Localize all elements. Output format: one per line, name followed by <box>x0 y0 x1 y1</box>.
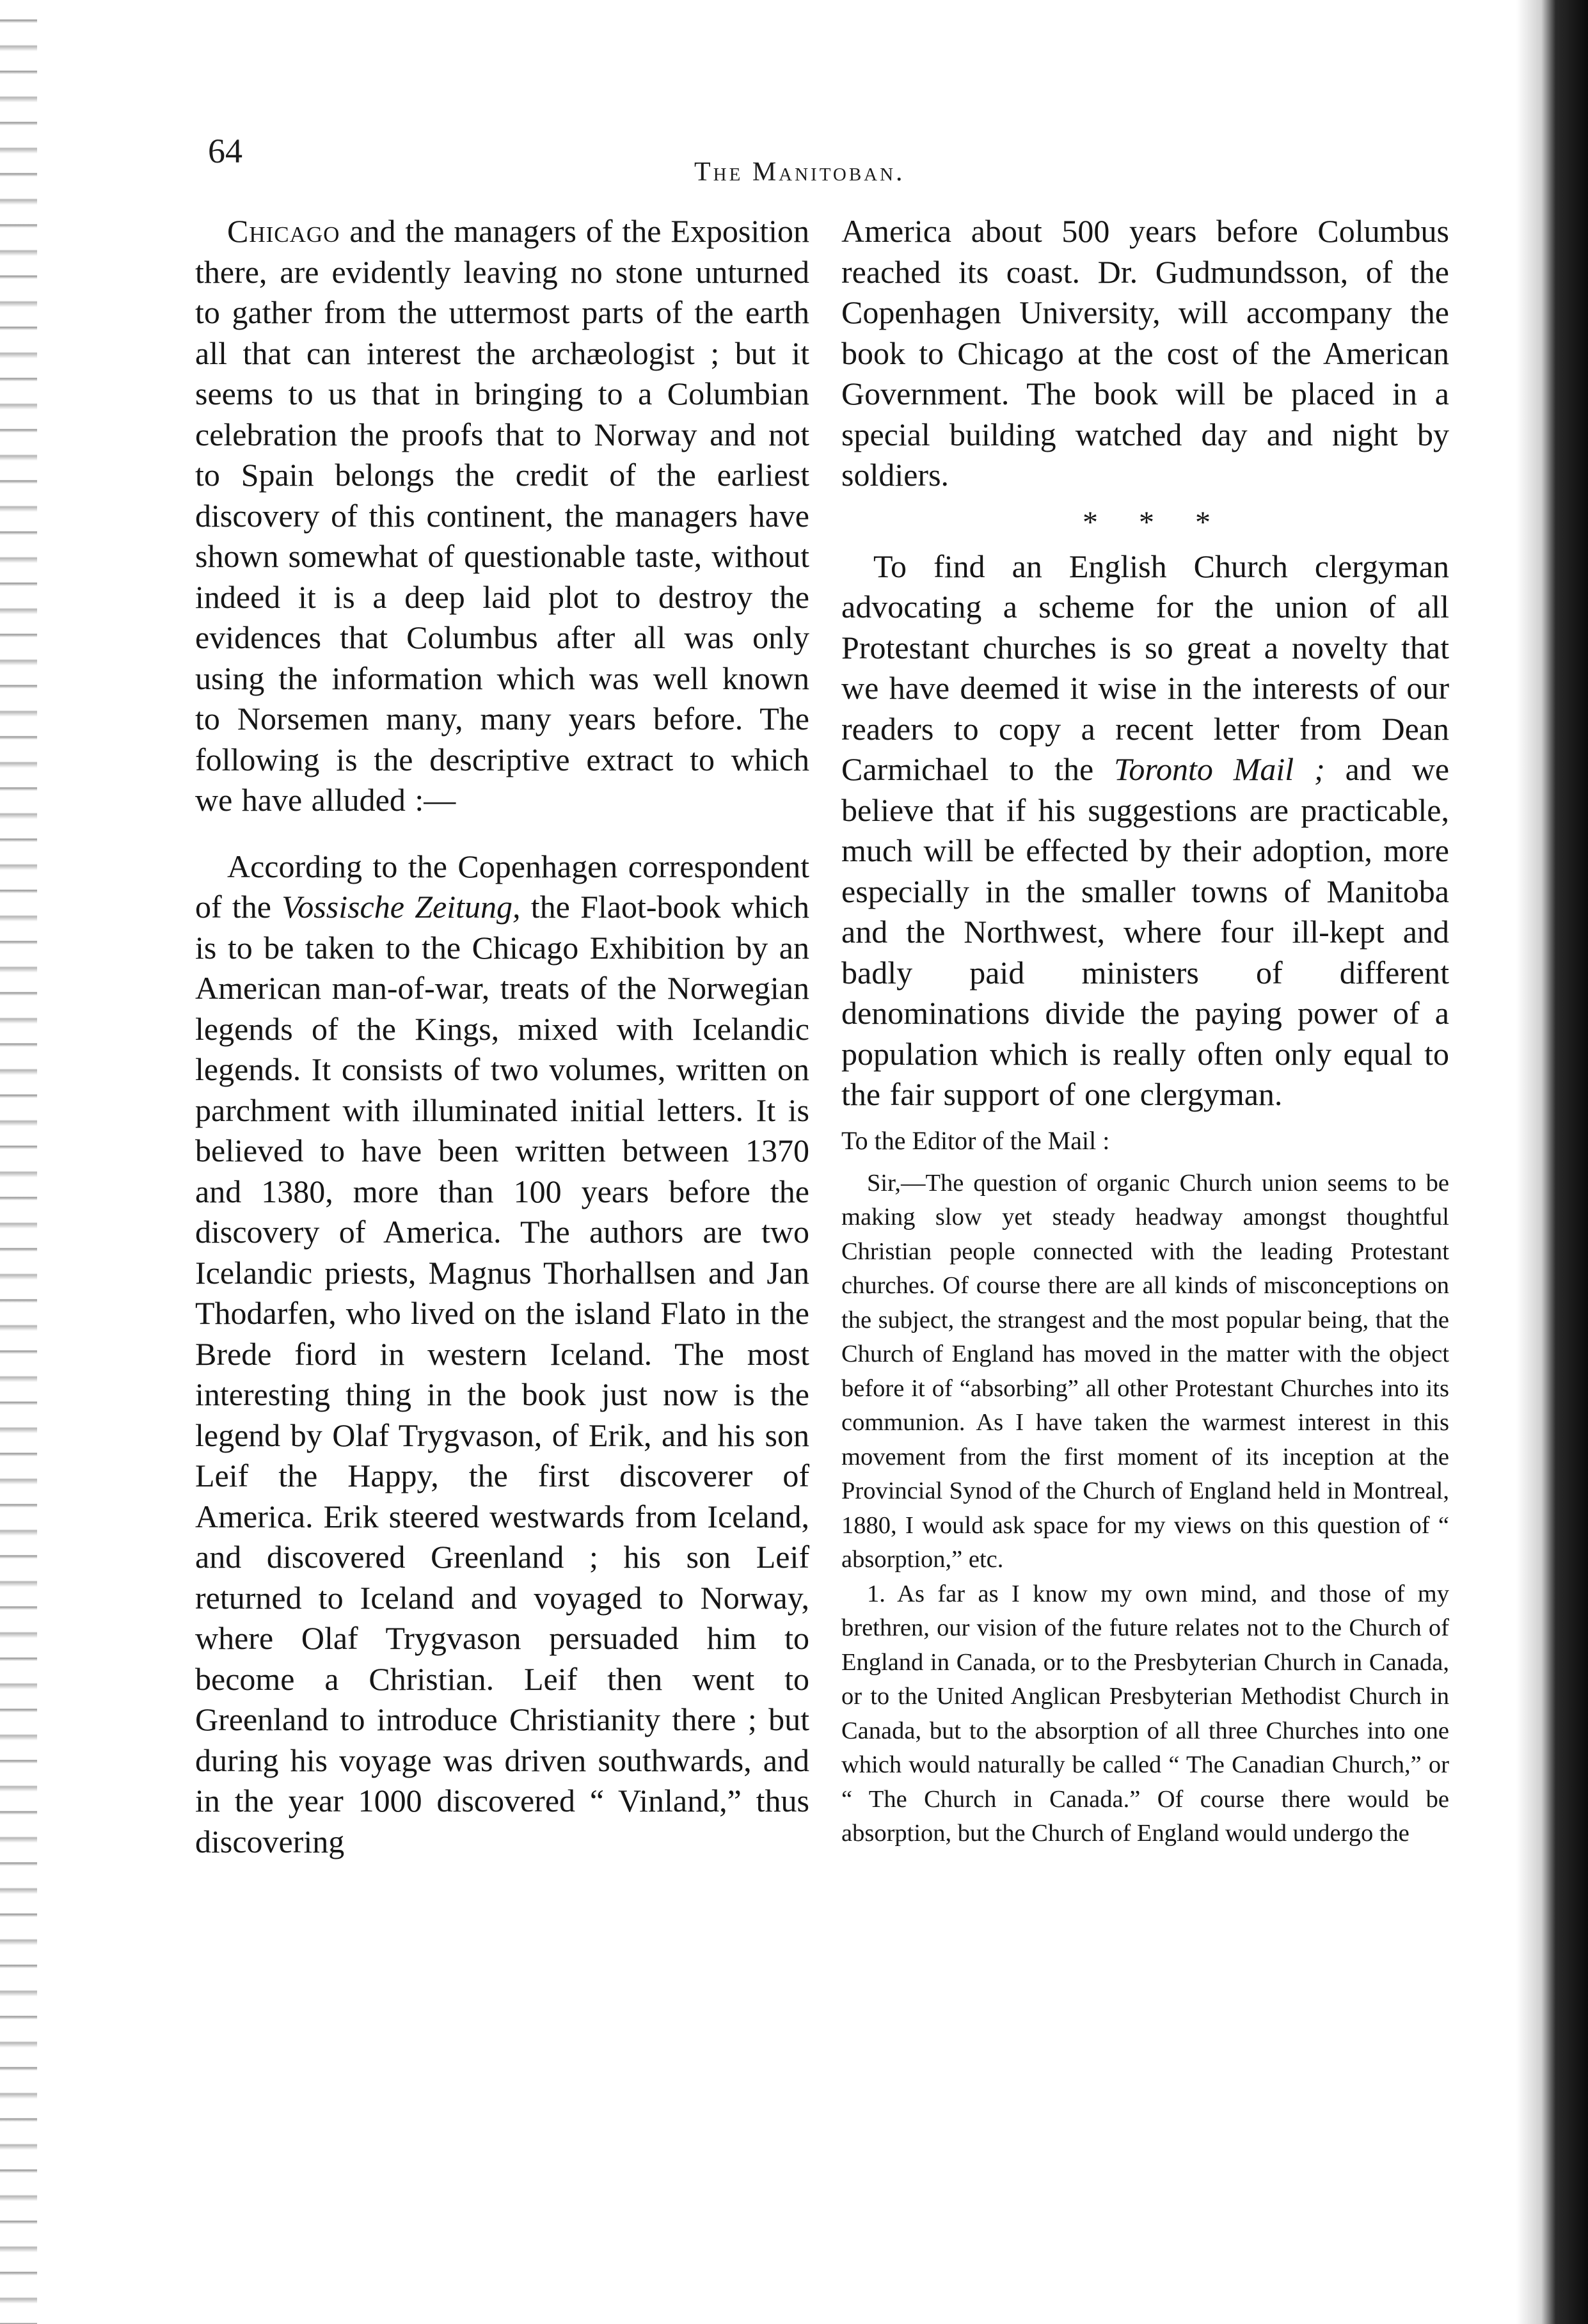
right-paragraph-2-text: and we believe that if his suggestions are practicable, much will be effected by their adoption, more especially in the smaller towns of Manitoba and the Northwest, where four ill-kept and badly paid ministers of different denominations divide the paying power of a population which is really often only equal to the fair support of one clergyman. <box>841 751 1450 1112</box>
right-column <box>841 211 1449 1851</box>
running-title: The Manitoban. <box>694 157 905 187</box>
paragraph-gap <box>195 821 809 847</box>
right-paragraph-2-lead: To find an English Church clergyman advocating a scheme for the union of all Protestant churches is so great a novelty that we have deemed it wise in the interests of our readers to copy a recent letter from Dean Carmichael to the <box>841 548 1449 787</box>
left-paragraph-2 <box>195 847 809 1863</box>
page-number: 64 <box>208 132 242 170</box>
right-paragraph-1: America about 500 years before Columbus reached its coast. Dr. Gudmundsson, of the Copenhagen University, will accompany the book to Chicago at the cost of the American Government. The book will be placed in a special building watched day and night by soldiers. <box>841 213 1449 493</box>
left-paragraph-2-text: the Flaot-book which is to be taken to the Chicago Exhibition by an American man-of-war, treats of the Norwegian legends of the Kings, mixed with Icelandic legends. It consists of two volumes, written on parchment with illuminated initial letters. It is believed to have been written between 1370 and 1380, more than 100 years before the discovery of America. The authors are two Icelandic priests, Magnus Thorhallsen and Jan Thodarfen, who lived on the island Flato in the Brede fiord in western Iceland. The most interesting thing in the book just now is the legend by Olaf Trygvason, of Erik, and his son Leif the Happy, the first discoverer of America. Erik steered westwards from Iceland, and discovered Greenland ; his son Leif returned to Iceland and voyaged to Norway, where Olaf Trygvason persuaded him to become a Christian. Leif then went to Greenland to introduce Christianity there ; but during his voyage was driven southwards, and in the year 1000 discovered “ Vinland,” thus discovering <box>195 889 809 1859</box>
letter-salutation: To the Editor of the Mail : <box>841 1126 1110 1155</box>
letter-paragraph-1: Sir,—The question of organic Church union seems to be making slow yet steady headway amongst thoughtful Christian people connected with the leading Protestant churches. Of course there are all kinds of misconceptions on the subject, the strangest and the most popular being, that the Church of England has moved in the matter with the object before it of “absorbing” all other Protestant Churches into its communion. As I have taken the warmest interest in this movement from the first moment of its inception at the Provincial Synod of the Church of England held in Montreal, 1880, I would ask space for my views on this question of “ absorption,” etc. <box>841 1169 1449 1573</box>
left-paragraph-2-lead: According to the Copenhagen correspondent of the <box>195 848 809 925</box>
right-paragraph-2 <box>841 546 1449 1115</box>
newspaper-title: Toronto Mail ; <box>1114 751 1325 787</box>
scan-binding-shadow <box>1516 0 1588 2324</box>
letter-paragraph-2: 1. As far as I know my own mind, and those of my brethren, our vision of the future relates not to the Church of England in Canada, or to the Presbyterian Church in Canada, or to the United Anglican Presbyterian Methodist Church in Canada, but to the absorption of all three Churches into one which would naturally be called “ The Canadian Church,” or “ The Church in Canada.” Of course there would be absorption, but the Church of England would undergo the <box>841 1580 1449 1847</box>
left-paragraph-1 <box>195 211 809 821</box>
drop-word: Chicago <box>227 213 340 249</box>
scan-edge-left <box>0 0 37 2324</box>
left-paragraph-1-text: and the managers of the Exposition there, are evidently leaving no stone unturned to gather from the uttermost parts of the earth all that can interest the archæologist ; but it seems to us that in bringing to a Columbian celebration the proofs that to Norway and not to Spain belongs the credit of the earliest discovery of this continent, the managers have shown somewhat of questionable taste, without indeed it is a deep laid plot to destroy the evidences that Columbus after all was only using the information which was well known to Norsemen many, many years before. The following is the descriptive extract to which we have alluded :— <box>195 213 809 818</box>
newspaper-title: Vossische Zeitung, <box>282 889 521 925</box>
left-column <box>195 211 809 1862</box>
section-separator: * * * <box>1083 505 1227 539</box>
